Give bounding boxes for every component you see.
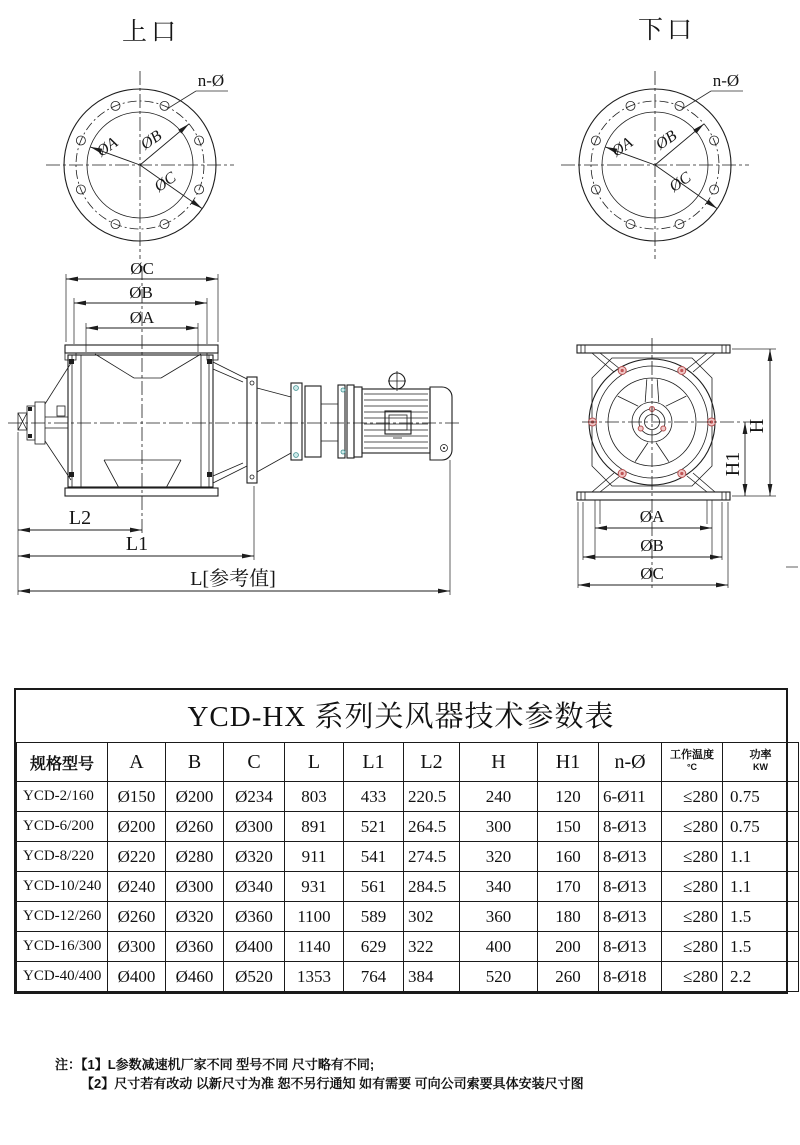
end-view-drawing <box>577 338 798 590</box>
table-cell: 589 <box>344 902 404 932</box>
column-header: H <box>460 743 538 782</box>
column-header: H1 <box>538 743 599 782</box>
top-port-title: 上口 <box>122 18 181 46</box>
table-cell: YCD-8/220 <box>17 842 108 872</box>
table-cell: Ø280 <box>166 842 224 872</box>
table-cell: Ø150 <box>108 782 166 812</box>
side-view-drawing <box>8 259 462 595</box>
table-row <box>17 782 799 812</box>
column-header: 功率 KW <box>723 743 799 782</box>
table-cell: Ø240 <box>108 872 166 902</box>
table-cell: Ø360 <box>166 932 224 962</box>
left-bearing-assembly <box>18 363 71 480</box>
table-cell: 911 <box>285 842 344 872</box>
table-header-row <box>17 743 799 782</box>
table-cell: 340 <box>460 872 538 902</box>
table-body <box>17 782 799 992</box>
table-cell: 320 <box>460 842 538 872</box>
column-header: A <box>108 743 166 782</box>
table-cell: 1.5 <box>723 932 799 962</box>
table-row <box>17 902 799 932</box>
column-header: n-Ø <box>599 743 662 782</box>
table-cell: YCD-16/300 <box>17 932 108 962</box>
table-cell: 300 <box>460 812 538 842</box>
table-cell: 384 <box>404 962 460 992</box>
table-cell: Ø300 <box>224 812 285 842</box>
table-cell: YCD-2/160 <box>17 782 108 812</box>
table-cell: 764 <box>344 962 404 992</box>
end-dim-h1-label: H1 <box>722 451 744 477</box>
table-cell: 931 <box>285 872 344 902</box>
table-cell: YCD-40/400 <box>17 962 108 992</box>
table-cell: 1100 <box>285 902 344 932</box>
side-dim-l1-label: L1 <box>125 533 149 555</box>
table-cell: ≤280 <box>662 872 723 902</box>
table-cell: Ø460 <box>166 962 224 992</box>
table-cell: 1353 <box>285 962 344 992</box>
bottom-port-flange-diagram <box>561 71 749 259</box>
table-cell: Ø400 <box>108 962 166 992</box>
table-cell: Ø320 <box>224 842 285 872</box>
table-cell: Ø234 <box>224 782 285 812</box>
table-cell: 400 <box>460 932 538 962</box>
table-cell: Ø400 <box>224 932 285 962</box>
column-header: 工作温度 °C <box>662 743 723 782</box>
column-header: L1 <box>344 743 404 782</box>
side-view-length-dimensions <box>18 432 450 595</box>
spec-table <box>16 742 799 992</box>
table-cell: 521 <box>344 812 404 842</box>
table-cell: ≤280 <box>662 902 723 932</box>
table-cell: Ø340 <box>224 872 285 902</box>
table-cell: 220.5 <box>404 782 460 812</box>
engineering-drawings: ØC 上口 下口 ØC ØB ØA L2 L1 L[参考值] H H1 ØA ØB ØC <box>0 0 800 665</box>
end-dim-b-label: ØB <box>640 536 664 555</box>
table-row <box>17 842 799 872</box>
note-line-1 <box>55 1056 584 1075</box>
table-cell: 200 <box>538 932 599 962</box>
table-cell: Ø520 <box>224 962 285 992</box>
table-cell: Ø220 <box>108 842 166 872</box>
table-cell: 264.5 <box>404 812 460 842</box>
side-dim-l-label: L[参考值] <box>190 568 276 590</box>
table-cell: 1.5 <box>723 902 799 932</box>
table-cell: 1140 <box>285 932 344 962</box>
top-port-flange-diagram <box>46 71 234 259</box>
table-cell: 6-Ø11 <box>599 782 662 812</box>
table-cell: 360 <box>460 902 538 932</box>
spec-table-container <box>14 688 788 994</box>
column-header: 规格型号 <box>17 743 108 782</box>
side-dim-b-label: ØB <box>129 283 153 302</box>
table-cell: 8-Ø13 <box>599 872 662 902</box>
table-cell: 2.2 <box>723 962 799 992</box>
table-cell: 170 <box>538 872 599 902</box>
table-cell: 8-Ø18 <box>599 962 662 992</box>
table-cell: ≤280 <box>662 842 723 872</box>
table-row <box>17 812 799 842</box>
table-cell: 274.5 <box>404 842 460 872</box>
column-header: L <box>285 743 344 782</box>
table-cell: 891 <box>285 812 344 842</box>
end-dim-a-label: ØA <box>639 507 665 526</box>
table-cell: Ø300 <box>166 872 224 902</box>
table-row <box>17 932 799 962</box>
note-1-text: 【1】L参数减速机厂家不同 型号不同 尺寸略有不同; <box>81 1057 375 1072</box>
table-cell: Ø320 <box>166 902 224 932</box>
side-dim-a-label: ØA <box>129 308 155 327</box>
table-cell: 0.75 <box>723 782 799 812</box>
side-dim-l2-label: L2 <box>68 507 92 529</box>
motor <box>362 371 452 460</box>
table-cell: 1.1 <box>723 872 799 902</box>
column-header: L2 <box>404 743 460 782</box>
column-header: C <box>224 743 285 782</box>
spec-table-title: YCD-HX 系列关风器技术参数表 <box>187 701 615 733</box>
drive-train <box>213 362 452 483</box>
valve-body <box>65 345 218 496</box>
table-cell: YCD-6/200 <box>17 812 108 842</box>
table-cell: ≤280 <box>662 932 723 962</box>
table-cell: ≤280 <box>662 812 723 842</box>
table-cell: 0.75 <box>723 812 799 842</box>
table-cell: 8-Ø13 <box>599 812 662 842</box>
table-cell: 120 <box>538 782 599 812</box>
table-cell: ≤280 <box>662 962 723 992</box>
table-cell: YCD-12/260 <box>17 902 108 932</box>
table-cell: Ø200 <box>108 812 166 842</box>
note-prefix: 注： <box>55 1057 82 1072</box>
table-cell: 520 <box>460 962 538 992</box>
column-header: B <box>166 743 224 782</box>
table-cell: 561 <box>344 872 404 902</box>
end-dim-c-label: ØC <box>640 564 664 583</box>
table-cell: 1.1 <box>723 842 799 872</box>
notes <box>55 1056 584 1094</box>
table-cell: 240 <box>460 782 538 812</box>
table-cell: 302 <box>404 902 460 932</box>
table-cell: YCD-10/240 <box>17 872 108 902</box>
table-cell: 180 <box>538 902 599 932</box>
end-view-width-dimensions <box>578 500 798 588</box>
table-cell: 160 <box>538 842 599 872</box>
note-line-2 <box>81 1075 584 1094</box>
table-row <box>17 962 799 992</box>
table-cell: 150 <box>538 812 599 842</box>
table-cell: Ø300 <box>108 932 166 962</box>
table-cell: Ø360 <box>224 902 285 932</box>
table-cell: Ø260 <box>108 902 166 932</box>
table-cell: 8-Ø13 <box>599 902 662 932</box>
table-cell: 8-Ø13 <box>599 932 662 962</box>
table-cell: 8-Ø13 <box>599 842 662 872</box>
bottom-port-title: 下口 <box>638 16 697 44</box>
table-cell: 260 <box>538 962 599 992</box>
end-dim-h-label: H <box>746 418 768 434</box>
side-dim-c-label: ØC <box>130 259 154 278</box>
table-cell: 629 <box>344 932 404 962</box>
table-cell: 541 <box>344 842 404 872</box>
table-cell: ≤280 <box>662 782 723 812</box>
table-cell: 322 <box>404 932 460 962</box>
table-cell: Ø200 <box>166 782 224 812</box>
table-cell: 803 <box>285 782 344 812</box>
note-2-text: 【2】尺寸若有改动 以新尺寸为准 恕不另行通知 如有需要 可向公司索要具体安装尺寸图 <box>81 1075 584 1091</box>
table-cell: 284.5 <box>404 872 460 902</box>
end-view-height-dimensions <box>722 349 776 496</box>
table-cell: Ø260 <box>166 812 224 842</box>
table-row <box>17 872 799 902</box>
table-cell: 433 <box>344 782 404 812</box>
